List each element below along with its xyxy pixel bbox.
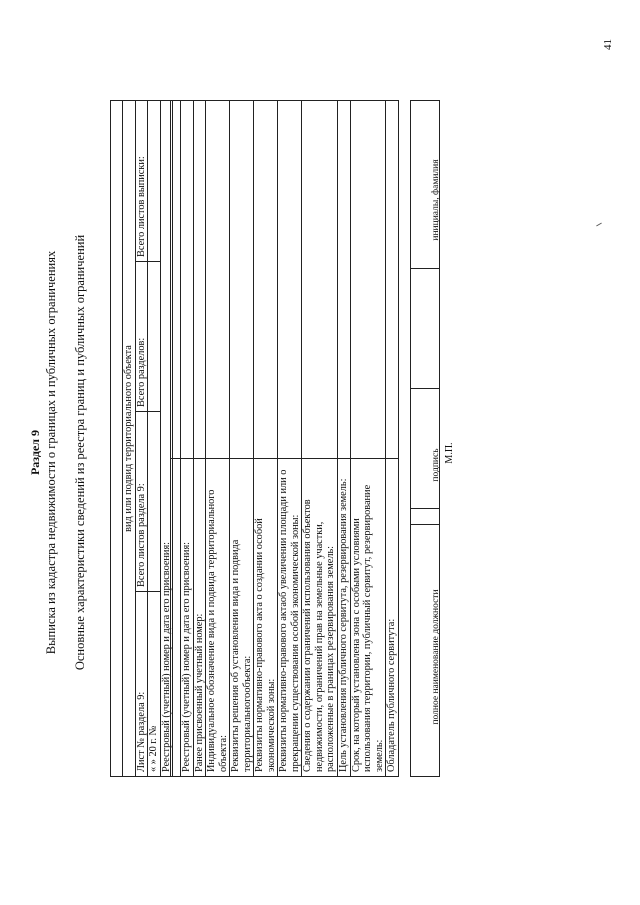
table-row-label: Реквизиты нормативно-правового актаоб увеличении площади или о прекращении существования особой экономической зоны: (278, 459, 302, 777)
table-value-cell (206, 101, 230, 459)
table-value-cell (278, 101, 302, 459)
table-row-label: Реквизиты решения об установлении вида и подвида территориальногообъекта: (230, 459, 254, 777)
signature-gap (411, 269, 440, 389)
position-caption: полное наименование должности (431, 589, 441, 725)
document-heading: Основные характеристики сведений из реестра границ и публичных ограничений (73, 234, 87, 671)
table-value-cell (350, 101, 386, 459)
header-blank-row (111, 101, 123, 777)
date-line-empty-cell (148, 101, 161, 262)
table-value-cell (386, 101, 399, 459)
table-row-label: Индивидуальное обозначение вида и подвида территориального объекта: (206, 459, 230, 777)
date-line-empty-cell (148, 412, 161, 592)
sheets-in-section-cell: Всего листов раздела 9: (135, 412, 148, 592)
section-title: Раздел 9 (28, 429, 42, 476)
date-line-cell: « » 20 г. № (148, 592, 161, 777)
date-line-empty-cell (148, 262, 161, 412)
table-row-label: Ранее присвоенный учетный номер: (193, 459, 206, 777)
table-value-cell (338, 101, 351, 459)
characteristics-table (170, 100, 399, 777)
table-row-label: Срок, на который установлена зона с особыми условиями использования территории, публичный сервитут, резервирование земель: (350, 459, 386, 777)
signature-caption: подпись (431, 448, 441, 482)
table-row-label: Реестровый (учетный) номер и дата его присвоения: (181, 459, 194, 777)
table-value-cell (181, 101, 194, 459)
table-value-cell (302, 101, 338, 459)
document-subtitle: Выписка из кадастра недвижимости о границах и публичных ограничениях (44, 250, 58, 655)
pen-mark (596, 223, 602, 227)
table-value-cell (193, 101, 206, 459)
table-row-label: Сведения о содержании ограничений использования объектов недвижимости, ограничений прав на земельные участки, расположенные в границах резервирования земель: (302, 459, 338, 777)
table-value-cell (254, 101, 278, 459)
table-row-label: Обладатель публичного сервитута: (386, 459, 399, 777)
table-value-cell (171, 101, 181, 459)
table-row-label: Цель установления публичного сервитута, резервирования земель: (338, 459, 351, 777)
sheet-number-cell: Лист № раздела 9: (135, 592, 148, 777)
object-kind-caption: вид или подвид территориального объекта (123, 101, 136, 777)
sheets-total-cell: Всего листов выписки: (135, 101, 148, 262)
header-table (110, 100, 173, 777)
sections-total-cell: Всего разделов: (135, 262, 148, 412)
initials-caption: инициалы, фамилия (431, 159, 441, 241)
table-row (171, 459, 181, 777)
table-value-cell (230, 101, 254, 459)
stamp-caption: М.П. (444, 442, 455, 464)
page-number: 41 (602, 39, 614, 50)
registry-number-cell: Реестровый (учетный) номер и дата его присвоения: (160, 101, 173, 777)
table-row-label: Реквизиты нормативно-правового акта о создании особой экономической зоны: (254, 459, 278, 777)
